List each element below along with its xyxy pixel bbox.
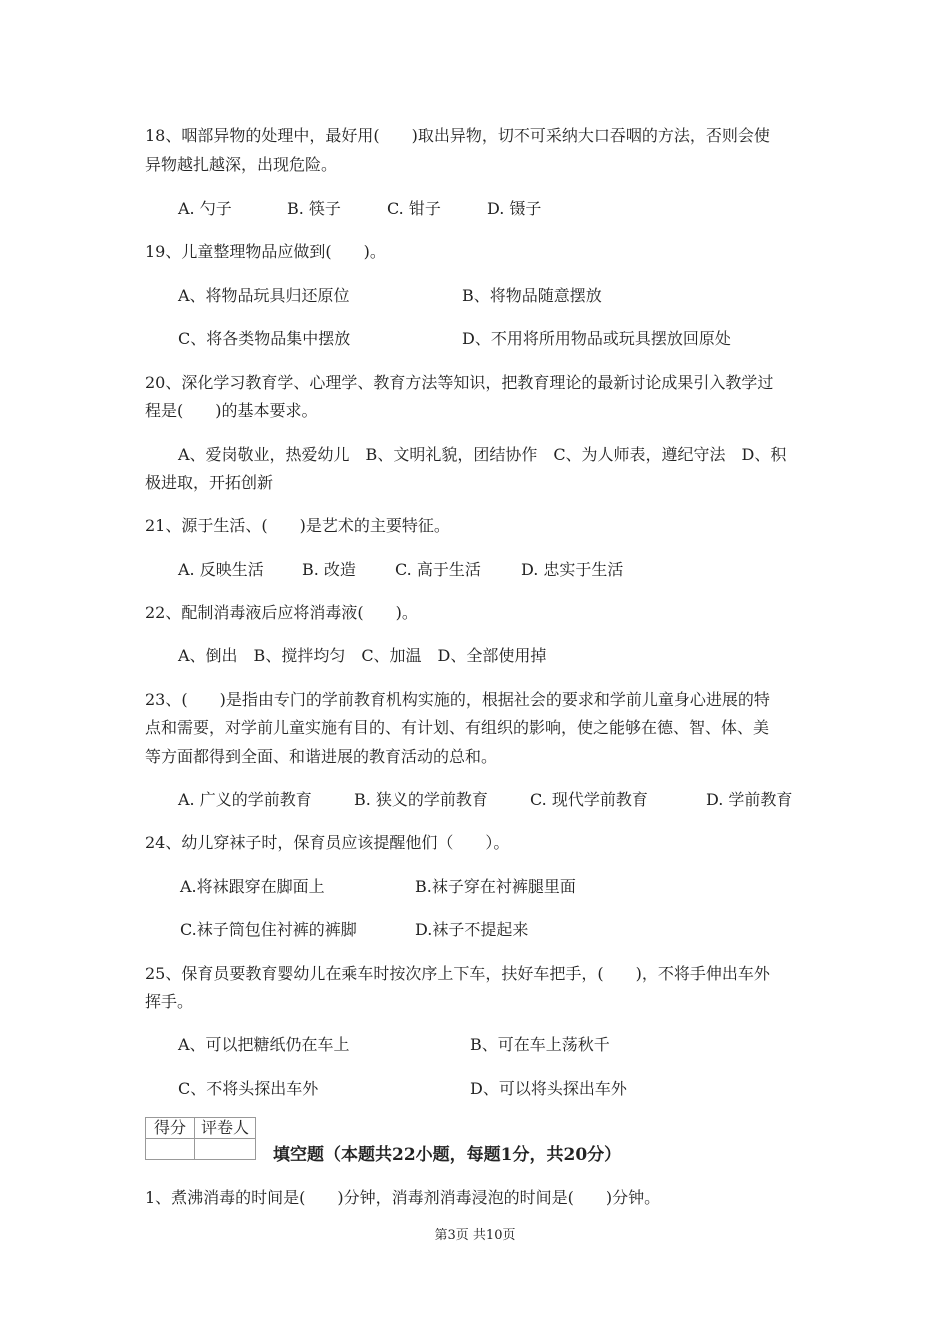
question-21-line-1: 21、源于生活、( )是艺术的主要特征。: [145, 516, 450, 535]
question-23-option-c: C. 现代学前教育: [530, 790, 648, 809]
question-19-line-1: 19、儿童整理物品应做到( )。: [145, 242, 386, 261]
question-19-option-c: C、将各类物品集中摆放: [178, 329, 351, 348]
page-footer: 第3页 共10页: [434, 1228, 516, 1243]
question-20-options-line-1: A、爱岗敬业，热爱幼儿 B、文明礼貌，团结协作 C、为人师表，遵纪守法 D、积: [178, 445, 787, 464]
question-21-option-c: C. 高于生活: [395, 560, 481, 579]
question-18-option-d: D. 镊子: [487, 199, 542, 218]
grader-cell: [195, 1139, 256, 1160]
score-table: [145, 1117, 256, 1160]
question-23-option-a: A. 广义的学前教育: [178, 790, 312, 809]
question-19-option-d: D、不用将所用物品或玩具摆放回原处: [462, 329, 731, 348]
question-20-options-line-2: 极进取，开拓创新: [145, 473, 274, 492]
question-22-line-1: 22、配制消毒液后应将消毒液( )。: [145, 603, 418, 622]
question-23-line-3: 等方面都得到全面、和谐进展的教育活动的总和。: [145, 747, 498, 766]
score-label: 得分: [146, 1118, 195, 1139]
question-25-option-a: A、可以把糖纸仍在车上: [178, 1035, 350, 1054]
question-24-line-1: 24、幼儿穿袜子时，保育员应该提醒他们（ ）。: [145, 833, 510, 852]
question-18-line-1: 18、咽部异物的处理中，最好用( )取出异物，切不可采纳大口吞咽的方法，否则会使: [145, 126, 770, 145]
question-18-option-a: A. 勺子: [178, 199, 232, 218]
question-24-option-b: B.袜子穿在衬裤腿里面: [415, 877, 576, 896]
question-25-line-1: 25、保育员要教育婴幼儿在乘车时按次序上下车，扶好车把手，( )，不将手伸出车外: [145, 964, 770, 983]
question-24-option-a: A.将袜跟穿在脚面上: [180, 877, 325, 896]
question-19-option-b: B、将物品随意摆放: [462, 286, 602, 305]
question-25-option-d: D、可以将头探出车外: [470, 1079, 627, 1098]
question-20-line-2: 程是( )的基本要求。: [145, 401, 318, 420]
question-24-option-d: D.袜子不提起来: [415, 920, 529, 939]
question-25-option-b: B、可在车上荡秋千: [470, 1035, 610, 1054]
question-25-line-2: 挥手。: [145, 992, 194, 1011]
fill-question-1: 1、煮沸消毒的时间是( )分钟，消毒剂消毒浸泡的时间是( )分钟。: [145, 1188, 661, 1207]
question-23-option-b: B. 狭义的学前教育: [354, 790, 488, 809]
question-23-option-d: D. 学前教育: [706, 790, 793, 809]
question-23-line-2: 点和需要，对学前儿童实施有目的、有计划、有组织的影响，使之能够在德、智、体、美: [145, 718, 770, 737]
question-18-option-c: C. 钳子: [387, 199, 441, 218]
question-25-option-c: C、不将头探出车外: [178, 1079, 319, 1098]
question-18-line-2: 异物越扎越深，出现危险。: [145, 155, 338, 174]
question-20-line-1: 20、深化学习教育学、心理学、教育方法等知识，把教育理论的最新讨论成果引入教学过: [145, 373, 774, 392]
question-19-option-a: A、将物品玩具归还原位: [178, 286, 350, 305]
score-cell: [146, 1139, 195, 1160]
grader-label: 评卷人: [195, 1118, 256, 1139]
question-23-line-1: 23、( )是指由专门的学前教育机构实施的，根据社会的要求和学前儿童身心进展的特: [145, 690, 770, 709]
question-24-option-c: C.袜子筒包住衬裤的裤脚: [180, 920, 357, 939]
section-title: 填空题（本题共22小题，每题1分，共20分）: [273, 1145, 622, 1165]
question-22-options: A、倒出 B、搅拌均匀 C、加温 D、全部使用掉: [178, 646, 547, 665]
question-18-option-b: B. 筷子: [287, 199, 341, 218]
question-21-option-d: D. 忠实于生活: [521, 560, 624, 579]
question-21-option-a: A. 反映生活: [178, 560, 264, 579]
question-21-option-b: B. 改造: [302, 560, 356, 579]
